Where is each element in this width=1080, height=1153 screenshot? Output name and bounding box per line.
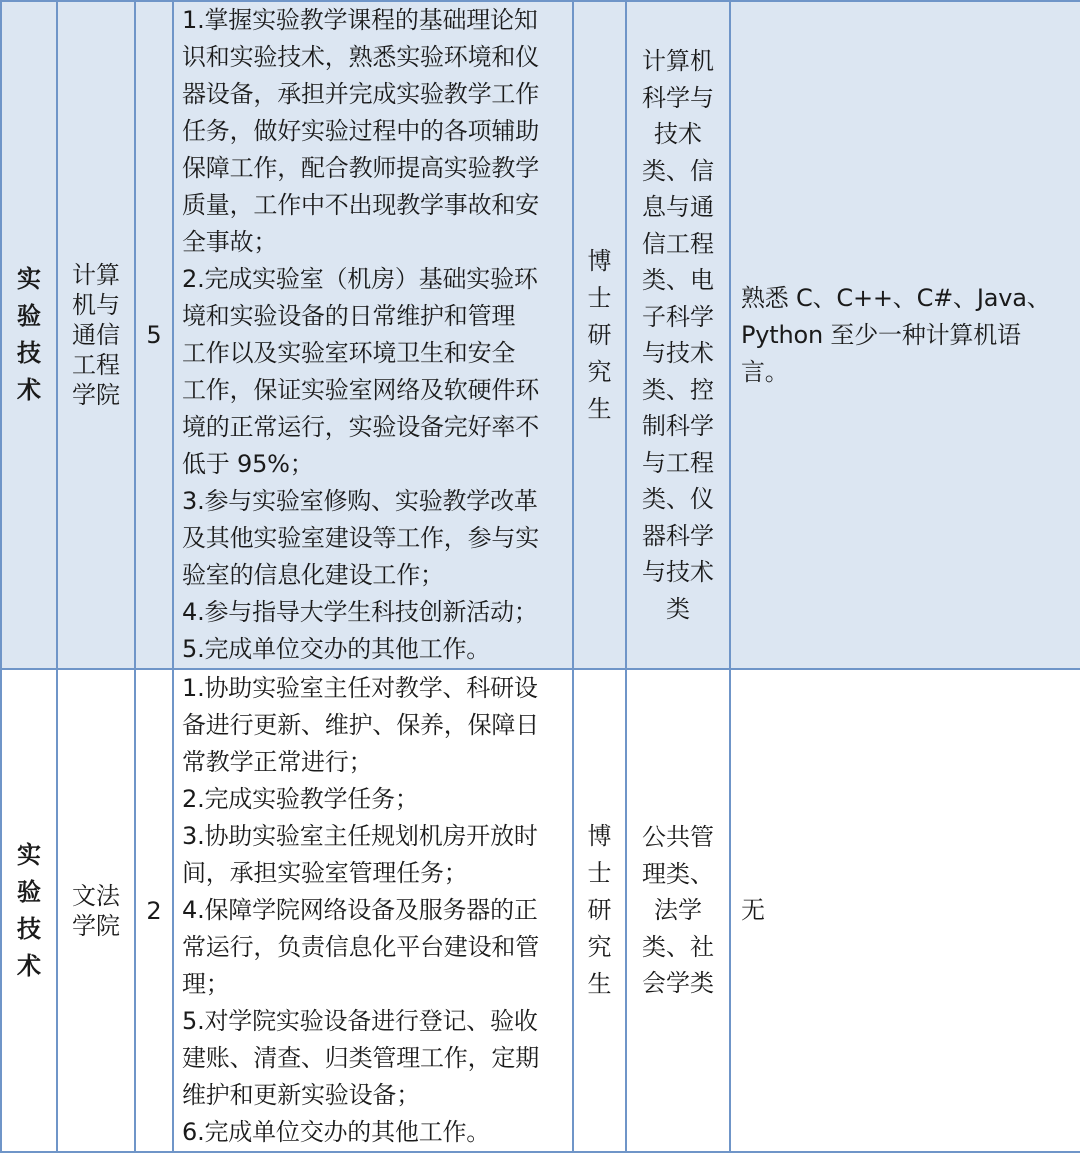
major-line: 与工程 [642,448,714,477]
major-line: 信工程 [642,229,714,258]
department: 文法学院 [72,881,120,940]
major-line: 会学类 [642,969,714,998]
duty-line: 4.保障学院网络设备及服务器的正 [182,896,538,924]
department-cell [57,669,135,1152]
duty-cell [173,669,573,1152]
count-cell [135,1,173,669]
duty-line: 2.完成实验教学任务； [182,785,419,813]
duty-line: 2.完成实验室（机房）基础实验环 [182,265,538,293]
duty-line: 质量，工作中不出现教学事故和安 [182,191,539,219]
duty-line: 保障工作，配合教师提高实验教学 [182,154,539,182]
duty-cell [173,1,573,669]
duty-line: 备进行更新、维护、保养，保障日 [182,711,539,739]
duty-line: 1.协助实验室主任对教学、科研设 [182,674,538,702]
major-line: 与技术 [642,339,714,367]
other-requirements-cell [730,1,1080,669]
duty-text [174,670,572,1151]
other-line: 无 [741,896,765,924]
major-line: 计算机 [642,47,714,75]
table-row [1,669,1080,1152]
major-line: 理类、 [642,859,714,888]
other-requirements [731,280,1080,391]
duty-line: 建账、清查、归类管理工作，定期 [182,1044,539,1072]
duty-text [174,2,572,668]
major-line: 类、信 [642,156,714,185]
table-row [1,1,1080,669]
other-line: Python 至少一种计算机语 [741,320,1021,349]
major-text [627,43,729,627]
major-line: 科学与 [642,83,714,112]
major-line: 类 [666,594,690,623]
duty-line: 常运行，负责信息化平台建设和管 [182,933,539,961]
education: 博士研究生 [587,822,612,998]
duty-line: 境的正常运行，实验设备完好率不 [182,413,539,441]
major-line: 类、社 [642,932,714,961]
duty-line: 5.完成单位交办的其他工作。 [182,635,491,663]
duty-line: 工作以及实验室环境卫生和安全 [182,339,516,367]
major-line: 类、仪 [642,485,714,513]
duty-line: 5.对学院实验设备进行登记、验收 [182,1007,538,1035]
major-line: 技术 [654,120,702,148]
duty-line: 常教学正常进行； [182,748,373,776]
other-requirements-cell [730,669,1080,1152]
duty-line: 验室的信息化建设工作； [182,561,444,589]
post-type-cell [1,1,57,669]
duty-line: 器设备，承担并完成实验教学工作 [182,80,539,108]
other-line: 言。 [741,357,789,386]
department: 计算机与通信工程学院 [72,261,120,409]
education-cell [573,669,626,1152]
major-line: 公共管 [642,823,714,852]
major-line: 法学 [654,896,702,925]
other-requirements [731,892,1080,929]
major-text [627,819,729,1002]
duty-line: 3.协助实验室主任规划机房开放时 [182,822,538,850]
education: 博士研究生 [587,246,612,423]
duty-line: 任务，做好实验过程中的各项辅助 [182,117,539,145]
duty-line: 及其他实验室建设等工作，参与实 [182,524,539,552]
post-type: 实验技术 [17,265,41,404]
department-cell [57,1,135,669]
position-count: 2 [146,896,162,925]
education-cell [573,1,626,669]
major-line: 类、电 [642,266,714,294]
major-line: 与技术 [642,558,714,586]
duty-line: 维护和更新实验设备； [182,1081,420,1109]
major-cell [626,669,730,1152]
duty-line: 1.掌握实验教学课程的基础理论知 [182,6,538,34]
duty-line: 识和实验技术，熟悉实验环境和仪 [182,43,539,71]
major-line: 息与通 [642,193,714,221]
duty-line: 理； [182,970,230,998]
duty-line: 6.完成单位交办的其他工作。 [182,1118,491,1146]
duty-line: 低于 95%； [182,450,314,478]
position-count: 5 [146,321,162,349]
duty-line: 全事故； [182,228,278,256]
duty-line: 4.参与指导大学生科技创新活动； [182,598,538,626]
major-line: 制科学 [642,412,714,440]
duty-line: 境和实验设备的日常维护和管理 [182,302,516,330]
other-line: 熟悉 C、C++、C#、Java、 [741,283,1051,312]
major-line: 类、控 [642,375,714,404]
post-type-cell [1,669,57,1152]
count-cell [135,669,173,1152]
post-type: 实验技术 [17,840,41,980]
major-line: 子科学 [642,302,714,331]
major-line: 器科学 [642,521,714,550]
duty-line: 间，承担实验室管理任务； [182,859,468,887]
duty-line: 工作，保证实验室网络及软硬件环 [182,376,539,404]
major-cell [626,1,730,669]
duty-line: 3.参与实验室修购、实验教学改革 [182,487,538,515]
